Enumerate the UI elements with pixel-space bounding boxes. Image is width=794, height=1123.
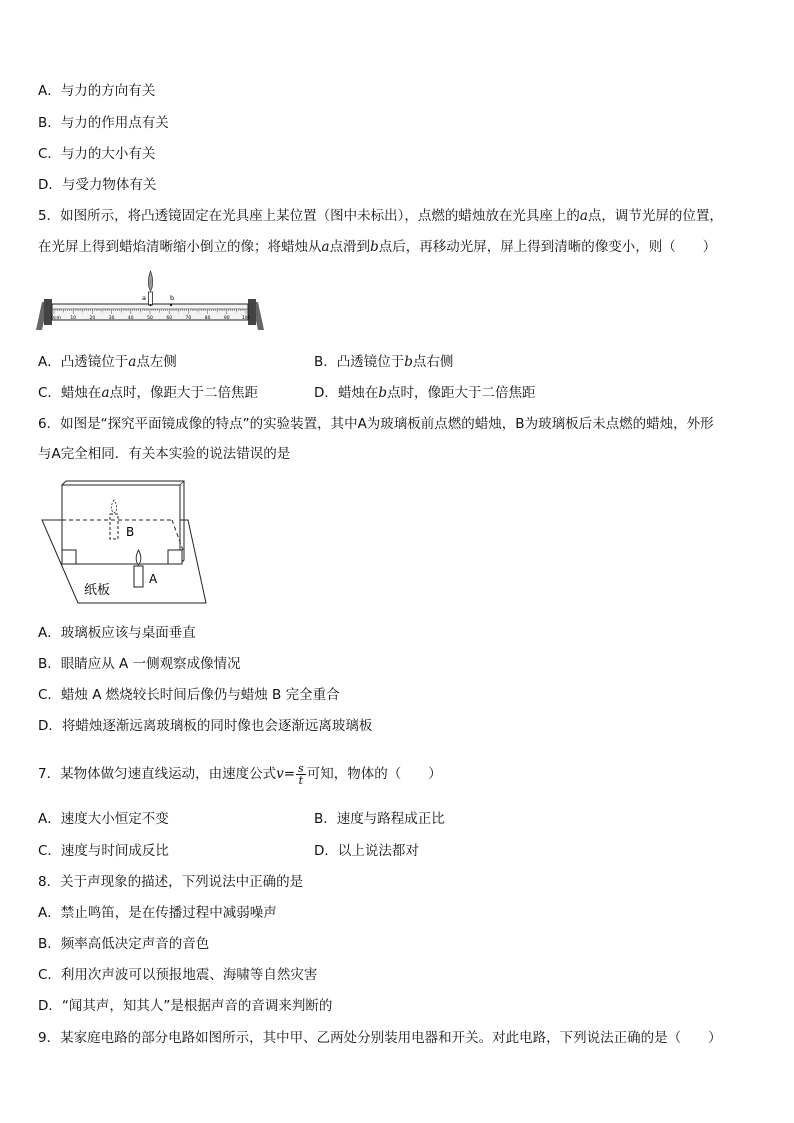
plane-mirror-figure [38, 480, 208, 606]
q8-option-c: C．利用次声波可以预报地震、海啸等自然灾害 [38, 967, 318, 983]
scale-tick-label: 80 [204, 316, 211, 321]
q8-option-a: A．禁止鸣笛，是在传播过程中减弱噪声 [38, 905, 277, 921]
candle-a [134, 566, 143, 587]
candle-flame [148, 271, 153, 291]
q8-stem: 8．关于声现象的描述，下列说法中正确的是 [38, 874, 304, 890]
q6-stem-line1: 6．如图是“探究平面镜成像的特点”的实验装置，其中A为玻璃板前点燃的蜡烛，B为玻璃板后未点燃的蜡烛，外形 [38, 416, 714, 432]
q9-stem: 9．某家庭电路的部分电路如图所示，其中甲、乙两处分别装用电器和开关。对此电路，下列说法正确的是（ ） [38, 1030, 722, 1046]
q8-option-b: B．频率高低决定声音的音色 [38, 936, 210, 952]
clip-right [168, 550, 182, 564]
label-a: A [149, 572, 158, 586]
scale-tick-label: 60 [166, 316, 173, 321]
scale-tick-label: 90 [223, 316, 230, 321]
q6-option-d: D．将蜡烛逐渐远离玻璃板的同时像也会逐渐远离玻璃板 [38, 718, 373, 734]
bench-left-post [44, 299, 52, 325]
bench-right-post [248, 299, 256, 325]
q5-option-d: D．蜡烛在b点时，像距大于二倍焦距 [314, 385, 536, 401]
q7-option-d: D．以上说法都对 [314, 843, 419, 859]
glass-plate [62, 485, 180, 564]
q7-stem: 7．某物体做匀速直线运动，由速度公式v= $\frac{s}{t}$ 可知，物体的（ ） [38, 761, 442, 787]
board-label: 纸板 [84, 583, 111, 598]
q7-option-a: A．速度大小恒定不变 [38, 811, 169, 827]
optical-bench-figure [36, 268, 264, 336]
scale-tick-label: 70 [185, 316, 192, 321]
clip-left [62, 550, 76, 564]
q4-option-a: A．与力的方向有关 [38, 83, 156, 99]
q4-option-c: C．与力的大小有关 [38, 146, 156, 162]
scale-tick-label: 50 [147, 316, 153, 321]
q5-stem-line2: 在光屏上得到蜡焰清晰缩小倒立的像；将蜡烛从a点滑到b点后，再移动光屏，屏上得到清晰的像变小，则（ ） [38, 239, 717, 255]
scale-tick-label: 40 [127, 316, 134, 321]
scale-tick-label-zero: 0 [51, 316, 54, 321]
q8-option-d: D．“闻其声，知其人”是根据声音的音调来判断的 [38, 998, 333, 1014]
q7-option-b: B．速度与路程成正比 [314, 811, 445, 827]
scale-tick-label: 10 [70, 316, 77, 321]
candle [149, 292, 153, 305]
q5-option-a: A．凸透镜位于a点左侧 [38, 354, 177, 370]
point-b-label: b [170, 294, 175, 302]
q4-option-d: D．与受力物体有关 [38, 177, 157, 193]
q7-option-c: C．速度与时间成反比 [38, 843, 169, 859]
scale-tick-label: 20 [89, 316, 96, 321]
q6-option-b: B．眼睛应从 A 一侧观察成像情况 [38, 656, 241, 672]
q6-stem-line2: 与A完全相同．有关本实验的说法错误的是 [38, 446, 291, 462]
speed-formula-fraction: $\frac{s}{t}$ [298, 761, 304, 787]
label-b: B [126, 525, 135, 539]
q6-option-c: C．蜡烛 A 燃烧较长时间后像仍与蜡烛 B 完全重合 [38, 687, 340, 703]
point-a-label: a [142, 294, 146, 302]
q4-option-b: B．与力的作用点有关 [38, 115, 169, 131]
q5-stem-line1: 5．如图所示，将凸透镜固定在光具座上某位置（图中未标出），点燃的蜡烛放在光具座上的a点，调节光屏的位置， [38, 208, 723, 224]
q5-option-c: C．蜡烛在a点时，像距大于二倍焦距 [38, 385, 258, 401]
scale-tick-label: 30 [108, 316, 115, 321]
scale-tick-label: 100 [241, 316, 251, 321]
q6-option-a: A．玻璃板应该与桌面垂直 [38, 625, 196, 641]
bench-unit: cm [54, 316, 61, 321]
q5-option-b: B．凸透镜位于b点右侧 [314, 354, 454, 370]
